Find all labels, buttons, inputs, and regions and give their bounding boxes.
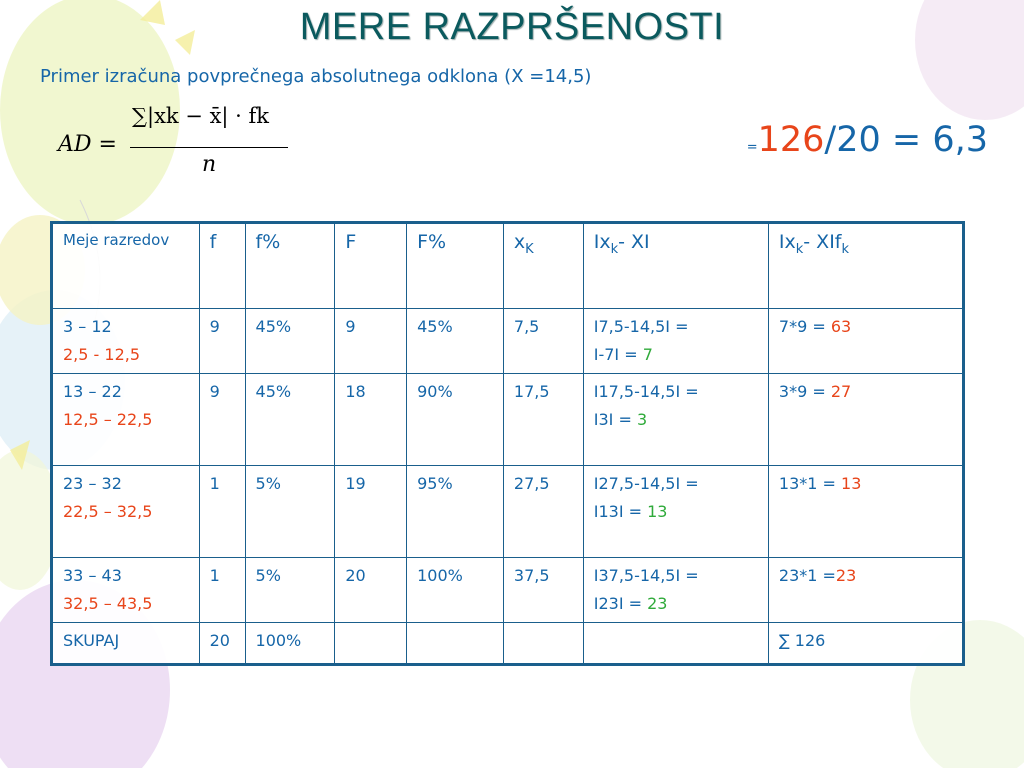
total-sum: ∑ 126 (768, 623, 963, 665)
total-f-pct: 100% (245, 623, 335, 665)
result-sum: 126 (757, 120, 825, 160)
class-cell: 13 – 22 12,5 – 22,5 (52, 374, 200, 466)
header-cum-f-pct: F% (407, 223, 504, 309)
header-f: f (199, 223, 245, 309)
product-cell: 23*1 =23 (768, 558, 963, 623)
header-class-limits: Meje razredov (52, 223, 200, 309)
page-title: MERE RAZPRŠENOSTI (299, 6, 725, 48)
f-cell: 1 (199, 466, 245, 558)
header-abs-dev-times-f: $Ix_k-$ XIf$_k$ (768, 223, 963, 309)
cum-f-cell: 18 (335, 374, 407, 466)
f-cell: 9 (199, 374, 245, 466)
total-f: 20 (199, 623, 245, 665)
cum-f-pct-cell: 45% (407, 309, 504, 374)
cum-f-cell: 19 (335, 466, 407, 558)
product-cell: 7*9 = 63 (768, 309, 963, 374)
result-rest: /20 = 6,3 (824, 120, 988, 160)
f-pct-cell: 45% (245, 309, 335, 374)
total-row (52, 623, 964, 665)
formula-denominator: n (202, 152, 217, 177)
dev-cell: I37,5-14,5I = I23I = 23 (583, 558, 768, 623)
dev-cell: I17,5-14,5I = I3I = 3 (583, 374, 768, 466)
dev-cell: I27,5-14,5I = I13I = 13 (583, 466, 768, 558)
xk-cell: 7,5 (503, 309, 583, 374)
cum-f-cell: 9 (335, 309, 407, 374)
empty-cell (583, 623, 768, 665)
table-row (52, 466, 964, 558)
xk-cell: 17,5 (503, 374, 583, 466)
product-cell: 3*9 = 27 (768, 374, 963, 466)
formula-lhs: AD = (58, 132, 117, 157)
header-cum-f: F (335, 223, 407, 309)
f-pct-cell: 45% (245, 374, 335, 466)
result-equation (747, 120, 988, 160)
empty-cell (407, 623, 504, 665)
xk-cell: 37,5 (503, 558, 583, 623)
class-cell: 3 – 12 2,5 - 12,5 (52, 309, 200, 374)
subtitle: Primer izračuna povprečnega absolutnega odklona (X =14,5) (40, 66, 592, 87)
table-row (52, 374, 964, 466)
header-xk: $x_K$ (503, 223, 583, 309)
f-pct-cell: 5% (245, 558, 335, 623)
table-row (52, 309, 964, 374)
f-cell: 1 (199, 558, 245, 623)
formula-numerator: ∑|xk − x̄| · fk (132, 104, 270, 128)
table-row (52, 558, 964, 623)
cum-f-pct-cell: 100% (407, 558, 504, 623)
class-cell: 33 – 43 32,5 – 43,5 (52, 558, 200, 623)
header-row (52, 223, 964, 309)
f-cell: 9 (199, 309, 245, 374)
total-label: SKUPAJ (52, 623, 200, 665)
empty-cell (335, 623, 407, 665)
f-pct-cell: 5% (245, 466, 335, 558)
empty-cell (503, 623, 583, 665)
cum-f-cell: 20 (335, 558, 407, 623)
header-f-pct: f% (245, 223, 335, 309)
frequency-table (50, 221, 965, 666)
result-prefix: = (746, 140, 758, 155)
cum-f-pct-cell: 95% (407, 466, 504, 558)
dev-cell: I7,5-14,5I = I-7I = 7 (583, 309, 768, 374)
xk-cell: 27,5 (503, 466, 583, 558)
cum-f-pct-cell: 90% (407, 374, 504, 466)
ad-formula (58, 100, 298, 184)
fraction-bar (130, 147, 288, 148)
class-cell: 23 – 32 22,5 – 32,5 (52, 466, 200, 558)
product-cell: 13*1 = 13 (768, 466, 963, 558)
header-abs-dev: $Ix_k-$ XI (583, 223, 768, 309)
